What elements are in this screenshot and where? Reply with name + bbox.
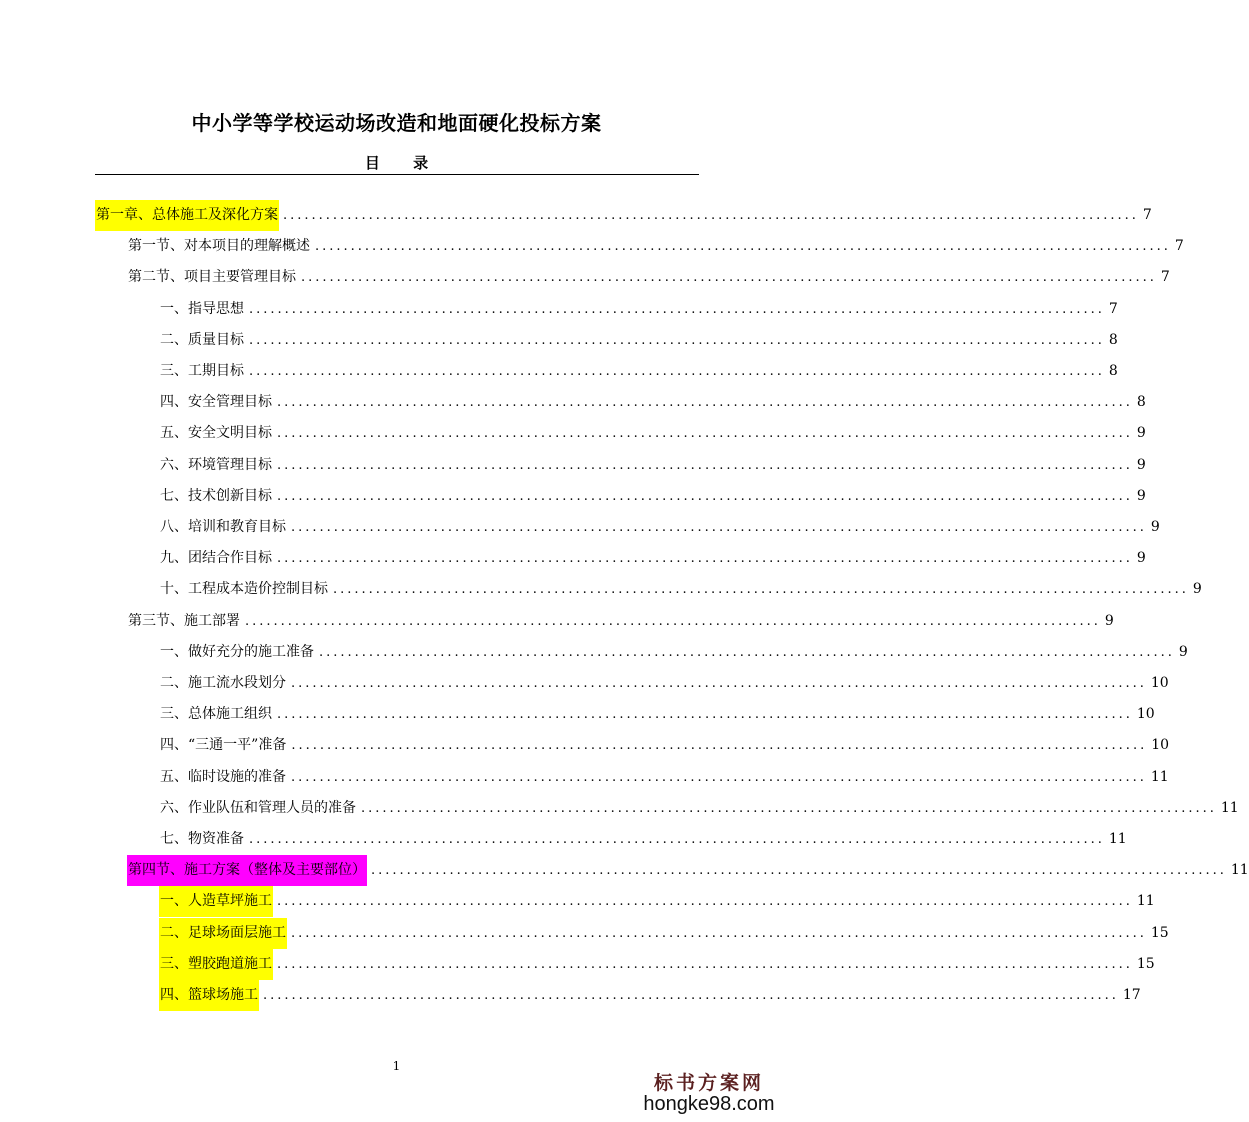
toc-entry-label: 一、人造草坪施工 — [159, 886, 273, 917]
toc-leader-dots: ........................................................................................................................ — [245, 614, 1101, 629]
toc-entry[interactable] — [127, 606, 1114, 637]
toc-entry-label: 第一章、总体施工及深化方案 — [95, 200, 279, 231]
toc-entry-page: 11 — [1220, 800, 1239, 816]
toc-entry[interactable] — [159, 668, 1169, 699]
toc-leader-dots: ........................................................................................................................ — [277, 707, 1133, 722]
document-title: 中小学等学校运动场改造和地面硬化投标方案 — [191, 111, 602, 135]
toc-leader-dots: ........................................................................................................................ — [277, 395, 1133, 410]
toc-entry-label: 六、环境管理目标 — [160, 457, 272, 473]
toc-leader-dots: ........................................................................................................................ — [277, 551, 1133, 566]
toc-entry-page: 8 — [1136, 394, 1146, 410]
toc-leader-dots: ........................................................................................................................ — [249, 832, 1105, 847]
toc-entry-page: 11 — [1150, 769, 1169, 785]
toc-entry-label: 五、临时设施的准备 — [160, 769, 286, 785]
toc-entry-page: 9 — [1192, 581, 1202, 597]
toc-leader-dots: ........................................................................................................................ — [291, 738, 1148, 753]
toc-leader-dots: ........................................................................................................................ — [249, 364, 1105, 379]
toc-leader-dots: ........................................................................................................................ — [277, 458, 1133, 473]
toc-entry[interactable] — [159, 543, 1146, 574]
toc-entry-label: 一、做好充分的施工准备 — [160, 644, 314, 660]
toc-leader-dots: ........................................................................................................................ — [249, 302, 1105, 317]
toc-leader-dots: ........................................................................................................................ — [291, 770, 1147, 785]
heading-divider — [95, 174, 699, 175]
toc-heading: 目 录 — [364, 154, 443, 172]
toc-entry-page: 8 — [1108, 363, 1118, 379]
toc-entry[interactable] — [159, 793, 1239, 824]
toc-entry-page: 7 — [1174, 238, 1184, 254]
toc-entry-page: 9 — [1136, 488, 1146, 504]
toc-entry[interactable] — [127, 855, 1249, 886]
toc-entry[interactable] — [159, 637, 1188, 668]
toc-entry-page: 10 — [1136, 706, 1155, 722]
toc-entry-label: 第四节、施工方案（整体及主要部位） — [127, 855, 367, 886]
toc-entry-page: 9 — [1136, 425, 1146, 441]
toc-entry[interactable] — [159, 294, 1118, 325]
toc-entry-page: 9 — [1150, 519, 1160, 535]
toc-entry-label: 五、安全文明目标 — [160, 425, 272, 441]
toc-leader-dots: ........................................................................................................................ — [291, 520, 1147, 535]
toc-entry[interactable] — [159, 699, 1155, 730]
toc-entry-label: 第三节、施工部署 — [128, 613, 240, 629]
toc-leader-dots: ........................................................................................................................ — [371, 863, 1227, 878]
toc-entry-label: 二、施工流水段划分 — [160, 675, 286, 691]
toc-entry-page: 11 — [1136, 893, 1155, 909]
toc-entry-label: 一、指导思想 — [160, 301, 244, 317]
toc-entry-page: 11 — [1108, 831, 1127, 847]
toc-entry-page: 9 — [1178, 644, 1188, 660]
toc-entry-page: 9 — [1104, 613, 1114, 629]
toc-entry[interactable] — [159, 886, 1155, 917]
toc-entry-page: 10 — [1150, 675, 1169, 691]
toc-entry-label: 第一节、对本项目的理解概述 — [128, 238, 310, 254]
toc-entry[interactable] — [159, 387, 1146, 418]
toc-entry-page: 7 — [1142, 207, 1152, 223]
toc-entry-page: 7 — [1160, 269, 1170, 285]
watermark-domain: hongke98.com — [643, 1093, 775, 1115]
toc-entry-label: 三、塑胶跑道施工 — [159, 949, 273, 980]
toc-entry-page: 9 — [1136, 457, 1146, 473]
toc-entry-label: 七、物资准备 — [160, 831, 244, 847]
page-number: 1 — [392, 1059, 401, 1073]
toc-leader-dots: ........................................................................................................................ — [277, 426, 1133, 441]
toc-entry-label: 二、足球场面层施工 — [159, 918, 287, 949]
toc-entry-label: 三、总体施工组织 — [160, 706, 272, 722]
toc-entry[interactable] — [159, 512, 1160, 543]
toc-entry-page: 11 — [1230, 862, 1249, 878]
toc-entry-page: 8 — [1108, 332, 1118, 348]
toc-entry[interactable] — [159, 918, 1169, 949]
toc-leader-dots: ........................................................................................................................ — [263, 988, 1119, 1003]
toc-entry[interactable] — [159, 418, 1146, 449]
toc-entry[interactable] — [159, 730, 1170, 761]
toc-entry-label: 九、团结合作目标 — [160, 550, 272, 566]
toc-leader-dots: ........................................................................................................................ — [315, 239, 1171, 254]
toc-entry-page: 7 — [1108, 301, 1118, 317]
toc-leader-dots: ........................................................................................................................ — [291, 926, 1147, 941]
toc-entry[interactable] — [159, 325, 1118, 356]
toc-entry-page: 17 — [1122, 987, 1141, 1003]
toc-entry-page: 15 — [1150, 925, 1169, 941]
toc-entry[interactable] — [159, 980, 1141, 1011]
toc-entry-page: 9 — [1136, 550, 1146, 566]
watermark — [639, 1068, 779, 1116]
toc-entry-label: 七、技术创新目标 — [160, 488, 272, 504]
toc-entry[interactable] — [159, 949, 1155, 980]
toc-entry[interactable] — [159, 762, 1169, 793]
toc-entry[interactable] — [159, 824, 1127, 855]
toc-entry-label: 四、“三通一平”准备 — [160, 737, 287, 753]
toc-leader-dots: ........................................................................................................................ — [283, 208, 1139, 223]
toc-leader-dots: ........................................................................................................................ — [361, 801, 1217, 816]
toc-entry[interactable] — [159, 356, 1118, 387]
toc-leader-dots: ........................................................................................................................ — [291, 676, 1147, 691]
toc-entry-label: 二、质量目标 — [160, 332, 244, 348]
toc-leader-dots: ........................................................................................................................ — [319, 645, 1175, 660]
toc-leader-dots: ........................................................................................................................ — [333, 582, 1189, 597]
toc-entry[interactable] — [159, 481, 1146, 512]
toc-entry-label: 三、工期目标 — [160, 363, 244, 379]
toc-leader-dots: ........................................................................................................................ — [277, 894, 1133, 909]
toc-leader-dots: ........................................................................................................................ — [249, 333, 1105, 348]
toc-entry-label: 四、安全管理目标 — [160, 394, 272, 410]
toc-leader-dots: ........................................................................................................................ — [277, 957, 1133, 972]
toc-entry[interactable] — [127, 231, 1184, 262]
toc-entry[interactable] — [159, 450, 1146, 481]
toc-leader-dots: ........................................................................................................................ — [301, 270, 1157, 285]
toc-entry[interactable] — [159, 574, 1202, 605]
toc-entry-label: 四、篮球场施工 — [159, 980, 259, 1011]
toc-entry[interactable] — [95, 200, 1152, 231]
toc-entry-label: 六、作业队伍和管理人员的准备 — [160, 800, 356, 816]
toc-entry-label: 十、工程成本造价控制目标 — [160, 581, 328, 597]
toc-entry-page: 10 — [1151, 737, 1170, 753]
toc-entry[interactable] — [127, 262, 1170, 293]
watermark-chinese: 标书方案网 — [653, 1072, 764, 1094]
toc-entry-label: 八、培训和教育目标 — [160, 519, 286, 535]
toc-entry-label: 第二节、项目主要管理目标 — [128, 269, 296, 285]
toc-leader-dots: ........................................................................................................................ — [277, 489, 1133, 504]
toc-entry-page: 15 — [1136, 956, 1155, 972]
